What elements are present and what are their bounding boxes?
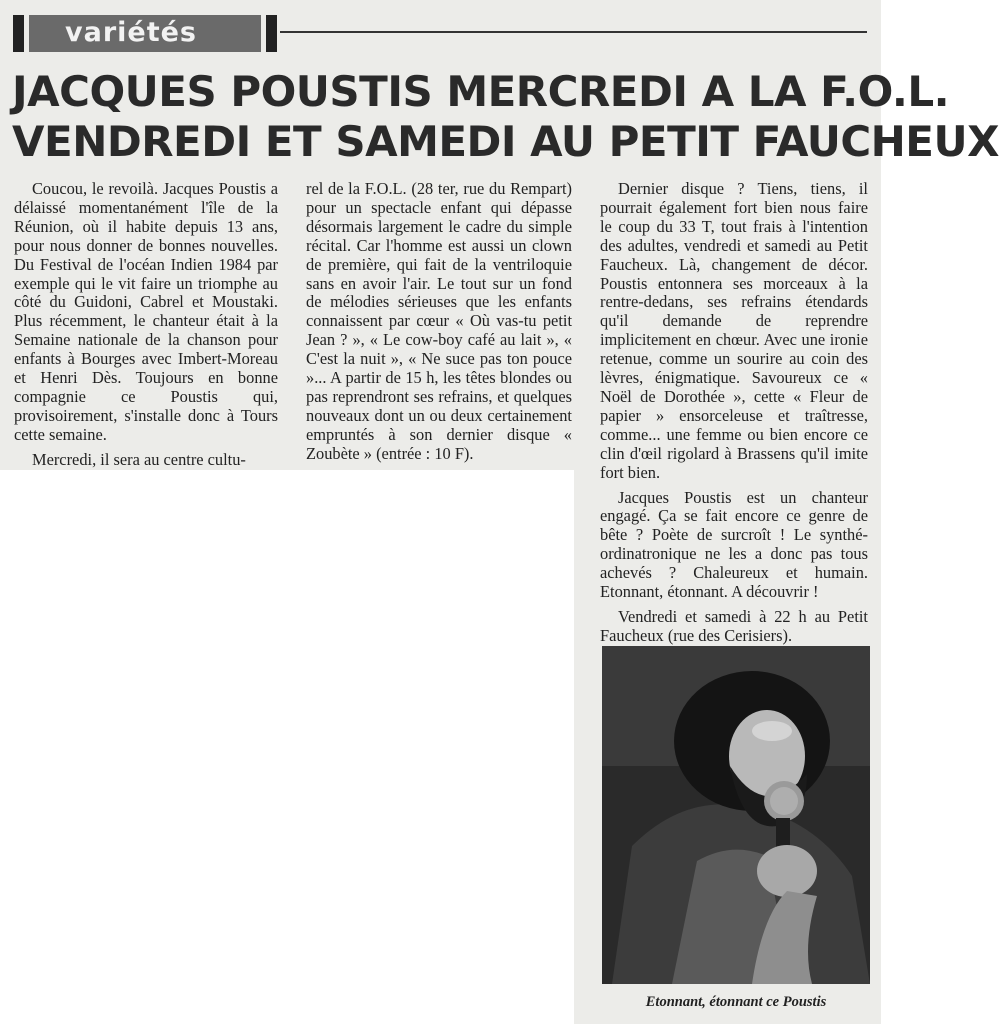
rubric-label: variétés — [65, 17, 197, 48]
paragraph: Mercredi, il sera au centre cultu- — [32, 449, 246, 469]
headline-line-1: JACQUES POUSTIS MERCREDI A LA F.O.L. — [12, 67, 950, 116]
paragraph: Coucou, le revoilà. Jacques Poustis a délaissé momentanément l'île de la Réunion, où il habite depuis 13 ans, pour nous donner de bonnes nouvelles. Du Festival de l'océan Indien 1984 par exemple qui le vit faire un triomphe au côté du Guidoni, Cabrel et Moustaki. Plus récemment, le chanteur était à la Semaine nationale de la chanson pour enfants à Bourges avec Imbert-Moreau et Henri Dès. Toujours en bonne compagnie ce Poustis qui, provisoirement, s'installe donc à Tours cette semaine. — [14, 179, 278, 444]
paragraph: Dernier disque ? Tiens, tiens, il pourrait également fort bien nous faire le coup du 33 T, tout frais à l'intention des adultes, vendredi et samedi au Petit Faucheux. Là, changement de décor. Poustis entonnera ses morceaux à la rentre-dedans, ses refrains étendards qu'il demande de reprendre implicitement en chœur. Avec une ironie retenue, comme un sourire au coin des lèvres, énigmatique. Savoureux ce « Noël de Dorothée », cette « Fleur de papier » ensorceleuse et traîtresse, comme... une femme ou bien encore ce clin d'œil rigolard à Brassens qu'il imite fort bien. — [600, 179, 868, 482]
article-column-1 — [14, 180, 278, 470]
paragraph: Jacques Poustis est un chanteur engagé. Ça se fait encore ce genre de bête ? Poète de surcroît ! Le synthé-ordinatronique ne les a donc pas tous achevés ? Chaleureux et humain. Etonnant, étonnant. A découvrir ! — [600, 487, 868, 602]
headline-line-2: VENDREDI ET SAMEDI AU PETIT FAUCHEUX — [12, 117, 999, 166]
photo-caption: Etonnant, étonnant ce Poustis — [645, 994, 827, 1010]
performer-photo — [602, 646, 870, 984]
rubric-banner — [13, 15, 277, 52]
article-column-3 — [600, 180, 868, 646]
rubric-edge-right — [266, 15, 277, 52]
rubric-rule — [280, 31, 867, 33]
paragraph: rel de la F.O.L. (28 ter, rue du Rempart) pour un spectacle enfant qui dépasse désormais largement le cadre du simple récital. Car l'homme est aussi un clown de première, qui fait de la ventriloquie sans en avoir l'air. Le tout sur un fond de mélodies sérieuses que les enfants connaissent par cœur « Où vas-tu petit Jean ? », « Le cow-boy café au lait », « C'est la nuit », « Ne suce pas ton pouce »... A partir de 15 h, les têtes blondes ou pas reprendront ses refrains, et quelques nouveaux dont un ou deux certainement empruntés à son dernier disque « Zoubète » (entrée : 10 F). — [306, 179, 572, 463]
article-column-2 — [306, 180, 572, 464]
performer-photo-icon — [602, 646, 870, 984]
rubric-edge-left — [13, 15, 24, 52]
paragraph: Vendredi et samedi à 22 h au Petit Faucheux (rue des Cerisiers). — [600, 606, 868, 645]
